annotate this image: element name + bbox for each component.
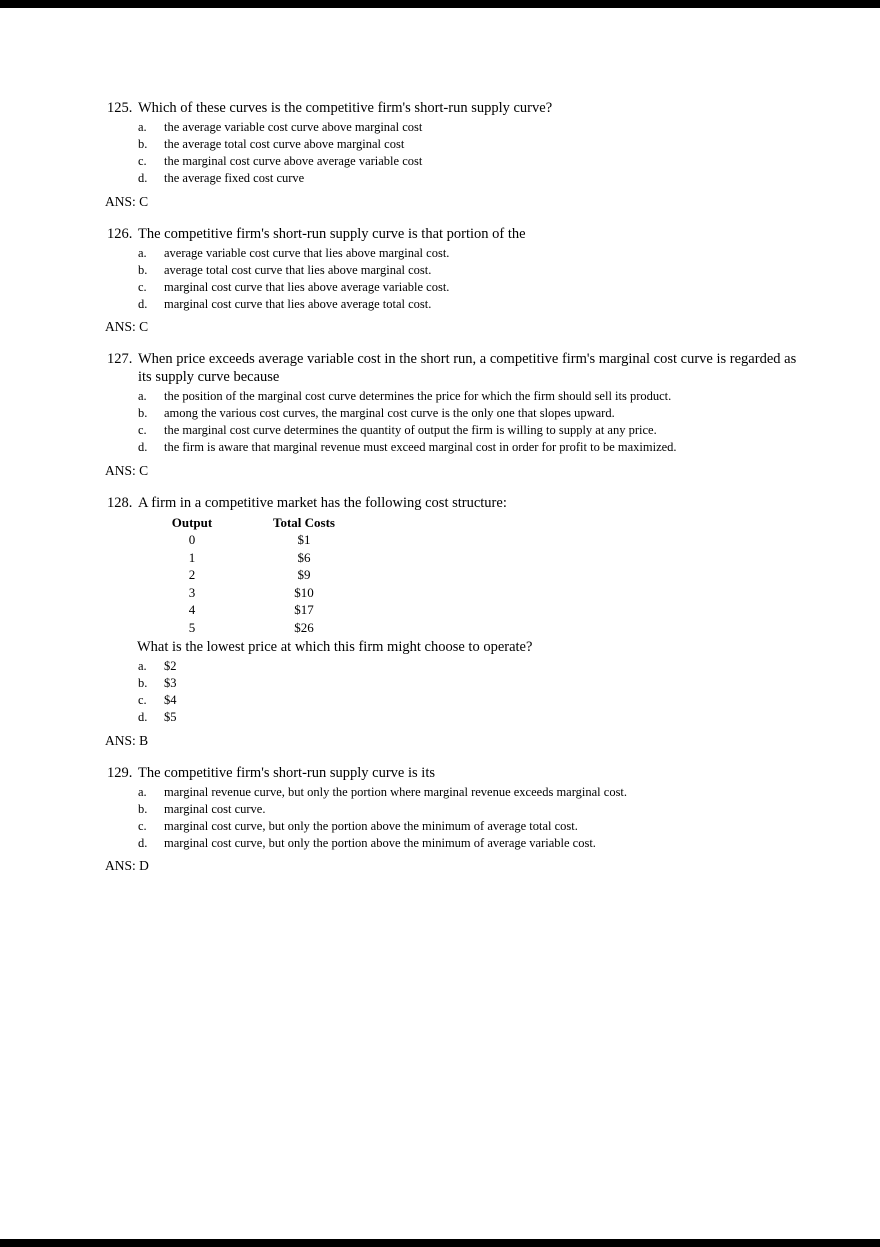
choice-text: $5: [164, 710, 177, 724]
question-followup-text: What is the lowest price at which this firm might choose to operate?: [137, 639, 533, 655]
question-line: [0, 494, 880, 512]
choice-letter: d.: [138, 835, 148, 850]
choice-letter: d.: [138, 710, 148, 724]
question-block: [0, 764, 880, 875]
question-block: [0, 99, 880, 210]
choices-list: [0, 119, 880, 187]
choice-letter: c.: [138, 693, 147, 707]
choice-letter: b.: [138, 406, 148, 420]
question-text: Which of these curves is the competitive firm's short-run supply curve?: [138, 100, 553, 116]
choice-text: average variable cost curve that lies above marginal cost.: [164, 245, 450, 260]
total-cost-value: $10: [294, 584, 314, 600]
question-number: 125.: [107, 100, 133, 116]
choice-text: the average variable cost curve above marginal cost: [164, 120, 423, 134]
choice-row: [0, 170, 880, 187]
choice-text: marginal revenue curve, but only the portion where marginal revenue exceeds marginal cost.: [164, 784, 628, 799]
choice-text: the average total cost curve above marginal cost: [164, 137, 405, 151]
choice-letter: d.: [138, 440, 148, 454]
choice-row: [0, 262, 880, 279]
total-cost-value: $17: [294, 602, 314, 617]
choice-letter: b.: [138, 262, 148, 277]
choice-text: the average fixed cost curve: [164, 171, 305, 185]
choice-row: [0, 245, 880, 262]
output-value: 3: [188, 584, 196, 600]
choice-row: [0, 296, 880, 313]
choice-row: [0, 279, 880, 296]
choice-row: [0, 784, 880, 801]
table-row: [167, 566, 349, 584]
choice-text: $3: [164, 676, 177, 690]
choice-row: [0, 136, 880, 153]
choice-letter: b.: [138, 801, 148, 816]
total-cost-value: $6: [297, 549, 311, 565]
choice-row: [0, 422, 880, 439]
choice-row: [0, 388, 880, 405]
choice-letter: c.: [138, 154, 147, 168]
question-text: The competitive firm's short-run supply curve is that portion of the: [138, 225, 526, 242]
table-row: [167, 584, 349, 602]
choice-letter: a.: [138, 389, 147, 403]
choice-text: marginal cost curve that lies above average total cost.: [164, 296, 432, 311]
question-number: 129.: [107, 764, 133, 781]
question-line: [0, 764, 880, 782]
choice-text: marginal cost curve.: [164, 801, 266, 816]
page-top-edge: [0, 0, 880, 8]
choice-text: $4: [164, 693, 177, 707]
choice-letter: b.: [138, 676, 148, 690]
choice-row: [0, 801, 880, 818]
output-value: 2: [188, 567, 196, 582]
answer-line: ANS: C: [105, 462, 149, 478]
table-header-output: Output: [171, 514, 213, 530]
answer-line: ANS: C: [105, 193, 149, 209]
choice-letter: d.: [138, 296, 148, 311]
choice-letter: d.: [138, 171, 148, 185]
total-cost-value: $1: [297, 532, 311, 547]
question-block: [0, 494, 880, 749]
total-cost-value: $9: [297, 567, 311, 582]
choice-text: marginal cost curve, but only the portion above the minimum of average total cost.: [164, 818, 578, 833]
output-value: 1: [188, 549, 196, 565]
choice-letter: a.: [138, 784, 147, 799]
question-text: The competitive firm's short-run supply curve is its: [138, 764, 435, 781]
choice-letter: a.: [138, 120, 147, 134]
question-text: A firm in a competitive market has the following cost structure:: [138, 494, 507, 511]
table-row: [167, 601, 349, 619]
choice-text: the marginal cost curve above average variable cost: [164, 154, 423, 168]
question-block: [0, 225, 880, 336]
choice-letter: c.: [138, 818, 147, 833]
choice-text: average total cost curve that lies above marginal cost.: [164, 262, 432, 277]
choice-row: [0, 405, 880, 422]
choice-letter: b.: [138, 137, 148, 151]
choice-text: the firm is aware that marginal revenue must exceed marginal cost in order for profit to be maximized.: [164, 440, 677, 454]
choice-row: [0, 658, 880, 675]
choice-row: [0, 119, 880, 136]
choice-text: marginal cost curve, but only the portion above the minimum of average variable cost.: [164, 835, 596, 850]
output-value: 4: [188, 602, 196, 617]
choices-list: [0, 245, 880, 313]
output-value: 5: [188, 619, 196, 635]
choice-row: [0, 675, 880, 692]
choice-letter: c.: [138, 423, 147, 437]
answer-line: ANS: B: [105, 732, 149, 748]
total-cost-value: $26: [294, 619, 314, 635]
output-value: 0: [188, 532, 196, 547]
choices-list: [0, 658, 880, 726]
choice-text: $2: [164, 659, 177, 673]
choice-text: marginal cost curve that lies above average variable cost.: [164, 279, 450, 294]
question-line: [0, 225, 880, 243]
question-number: 126.: [107, 225, 133, 242]
choice-letter: c.: [138, 279, 147, 294]
choices-list: [0, 784, 880, 852]
cost-structure-table: [167, 514, 349, 637]
question-line: [0, 99, 880, 117]
choice-text: among the various cost curves, the marginal cost curve is the only one that slopes upward.: [164, 406, 615, 420]
table-header-total-costs: Total Costs: [272, 514, 335, 530]
choice-text: the marginal cost curve determines the quantity of output the firm is willing to supply at any price.: [164, 423, 657, 437]
choice-text: the position of the marginal cost curve determines the price for which the firm should sell its product.: [164, 389, 672, 403]
choices-list: [0, 388, 880, 456]
choice-row: [0, 818, 880, 835]
page-bottom-edge: [0, 1239, 880, 1247]
choice-row: [0, 153, 880, 170]
question-text: When price exceeds average variable cost in the short run, a competitive firm's marginal cost curve is regarded as its supply curve because: [138, 351, 797, 385]
choice-letter: a.: [138, 659, 147, 673]
table-row: [167, 549, 349, 567]
question-line: [0, 350, 880, 386]
answer-line: ANS: C: [105, 319, 149, 334]
answer-line: ANS: D: [105, 858, 149, 873]
question-block: [0, 350, 880, 479]
table-row: [167, 531, 349, 549]
choice-row: [0, 835, 880, 852]
question-number: 127.: [107, 351, 133, 367]
choice-row: [0, 709, 880, 726]
choice-row: [0, 692, 880, 709]
choice-letter: a.: [138, 245, 147, 260]
table-row: [167, 619, 349, 637]
question-number: 128.: [107, 494, 133, 511]
choice-row: [0, 439, 880, 456]
